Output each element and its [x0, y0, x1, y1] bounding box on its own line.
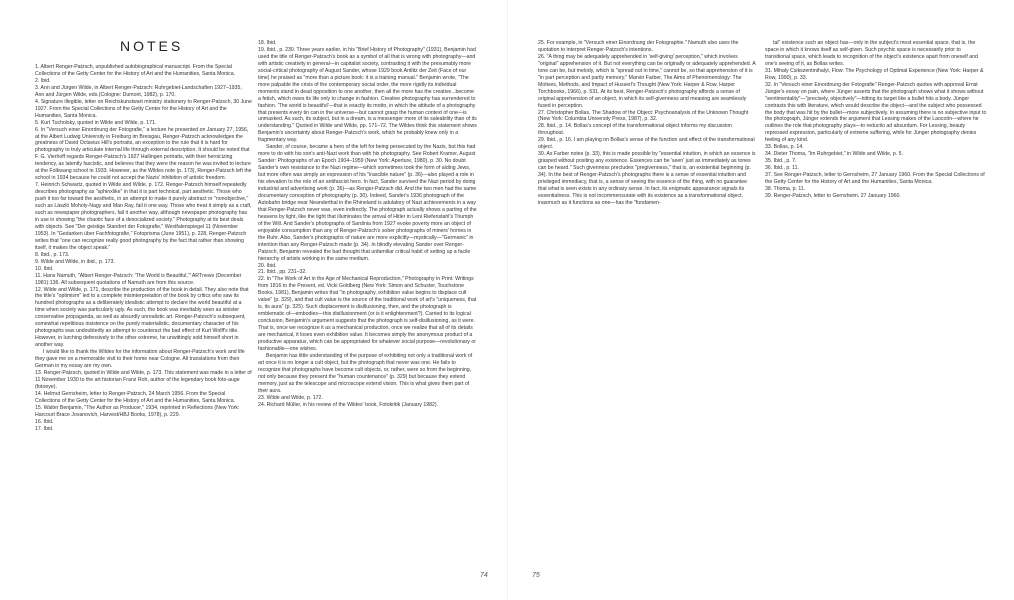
page-number-right: 75	[532, 572, 540, 579]
note-paragraph: 4. Signature illegible, letter on Reichskunstwart ministry stationery to Renger-Patzsch, 30 June 1927. From the Special Collections of the Getty Center for the History of Art and the Humanities, Santa Monica.	[35, 98, 252, 119]
note-paragraph: I would like to thank the Wildes for the information about Renger-Patzsch's work and life they gave me on a memorable visit to their home near Cologne. All translations from their German in my essay are my own.	[35, 349, 245, 369]
note-paragraph: 1. Albert Renger-Patzsch, unpublished autobiographical manuscript. From the Special Collections of the Getty Center for the History of Art and the Humanities, Santa Monica.	[35, 64, 236, 77]
note-paragraph: 30. As Farber notes (p. 33), this is made possible by "essential intuition, in which an essence is grasped without positing any existence. Essences can be 'seen' just as immediately as tones can be heard." Such givenness precludes "pregivenness," that is, an existential beginning (p. 34). In the best of Renger-Patzsch's photographs there is a sense of essential intuition and privileged immediacy, that is, a sense of seeing the essence of the thing, with no guarantee that what is seen exists in any ordinary sense. In fact, its enigmatic appearance signals its essentialness. This is not incommensurate with its existence as a transformational object, inasmuch as it functions as one—has the "fundamen-	[538, 151, 756, 206]
note-paragraph: 20. Ibid.	[258, 262, 277, 269]
note-paragraph: 26. "A thing may be adequately apprehended in 'self-giving' perception," which involves "original" apprehension of it. But not everything can be originally or adequately apprehended. A tone can be, but melody, which is "spread out in time," cannot be, so that apprehension of it is "in part perception and partly memory." Marvin Farber, The Aims of Phenomenology: The Motives, Methods, and Impact of Husserl's Thought (New York: Harper & Row, Harper Torchbooks, 1966), p. 531. At its best, Renger-Patzsch's photography affords a sense of original apprehension of an object, in which its self-givenness and meaning are seamlessly fused in perception.	[538, 53, 756, 109]
note-paragraph: 28. Ibid., p. 14. Bollas's concept of the transformational object informs my discussion throughout.	[538, 123, 732, 137]
note-paragraph: 37. See Renger-Patzsch, letter to Gernsheim, 27 January 1960. From the Special Collections of the Getty Center for the History of Art and the Humanities, Santa Monica.	[765, 172, 985, 186]
note-paragraph: tal" existence such an object has—only in the subject's most essential space, that is, the space in which it knows itself as self-given. Such psychic space is necessarily prior to transitional space, which leads to recognition of the object's existence apart from oneself and one's seeing of it, as Bollas writes.	[765, 40, 978, 67]
note-paragraph: Sander, of course, became a hero of the left for being persecuted by the Nazis, but this had more to do with his son's anti-Nazi work than with his photography. See Robert Kramer, August Sander: Photographs of an Epoch 1904–1959 (New York: Aperture, 1980), p. 30. No doubt Sander's own resistance to the Nazi regime—which sometimes took the form of aiding Jews, but more often was simply an expression of his "irascible nature" (p. 36)—also played a role in his elevation to the role of an antifascist hero. In fact, Sander survived the Nazi period by doing industrial and advertising work (p. 36)—as Renger-Patzsch did. And the two men had the same documentary conception of photography (p. 30). Indeed, Sander's 1936 photograph of the Autobahn bridge near Neanderthal in the Rhineland is adulatory of Nazi achievements in a way that Renger-Patzsch never was, even indirectly. The photograph actually shows a parting of the heavens by light, like the light that illuminates the arrival of Hitler in Leni Riefenstahl's Triumph of the Will. And Sander's photographs of Sardinia from 1927 evoke poverty more an object of enjoyable consumption than any of Renger-Patzsch's sober photographs of miners' homes in the Ruhr. Also, Sander's photographs of nature are more explicitly—mystically—"Germanic" in intention than any Renger-Patzsch made (p. 34). In blindly elevating Sander over Renger-Patzsch, Benjamin revealed the bad thought that unfamiliar critical habit of setting up a facile hierarchy of artists working in the same medium.	[258, 144, 477, 262]
note-paragraph: 19. Ibid., p. 230. Three years earlier, in his "Brief History of Photography" (1931), Benjamin had used the title of Renger-Patzsch's book as a symbol of all that is wrong with photography—and with artistic creativity in general—in capitalist society, contrasting it with the presumably more social-critical photography of August Sander, whose 1929 book Antlitz der Zeit (Face of our time) he praised as "more than a picture book: it is a training manual." Benjamin wrote, "The more palpable the crisis of the contemporary social order, the more rigidly its individual moments stand in dead opposition to one another, then all the more has the creative...become a fetish, which owes its life only to change in fashion. Creative photography has surrendered to fashion. 'The world is beautiful'—that is exactly its motto, in which the attitude of a photography that presents every tin can in the universe—but cannot grasp the human context of one—is unmasked. As such, its subject, but in a dream, is a messenger more of its saleability than of its understanding." Quoted in Wilde and Wilde, pp. 171–72. The Wildes think this statement shows Benjamin's uncertainty about Renger-Patzsch's work, which he probably knew only in a fragmentary way.	[258, 46, 477, 144]
note-paragraph: 13. Renger-Patzsch, quoted in Wilde and Wilde, p. 173. This statement was made in a letter of 11 November 1930 to the art historian Franz Roh, author of the legendary book foto-auge (fotoeye).	[35, 369, 252, 390]
note-paragraph: 6. In "Versuch einer Einordnung der Fotografie," a lecture he presented on January 27, 1956, at the Albert Ludwig University in Freiburg im Breisgau, Renger-Patzsch acknowledges the greatness of David Octavius Hill's portraits, an exception to the rule that it is hard for photography to truly articulate internal life through external description. It should be noted that F. G. Vierhoff regards Renger-Patzsch's 1927 Hallingen portraits, with their heroicizing tendency, as latently fascistic, and believes that they were the reason he was invited to lecture at the Folkwang school in 1933. However, as the Wildes note (p. 173), Renger-Patzsch left the school in 1934 because he could not accept the Nazis' inhibition of artistic freedom.	[35, 126, 252, 182]
note-paragraph: 24. Richard Müller, in his review of the Wildes' book, Fotokritik (January 1982).	[258, 401, 439, 408]
note-paragraph: 27. Christopher Bollas, The Shadow of the Object: Psychoanalysis of the Unknown Thought (New York: Columbia University Press, 1987), p. 32.	[538, 109, 749, 123]
notes-column-3	[538, 40, 756, 585]
note-paragraph: Benjamin has little understanding of the purpose of exhibiting not only a traditional work of art once it is no longer a cult object, but the photograph that never was one. He fails to recognize that photographs have become cult objects, or, rather, were so from the beginning, not only because they present the "human countenance" (p. 329) but because they extend memory, just as the telescope and microscope extend vision. This is what gives them part of their aura.	[258, 352, 473, 394]
note-paragraph: 36. Ibid., p. 11.	[765, 165, 799, 172]
note-paragraph: 2. Ibid.	[35, 77, 51, 84]
note-paragraph: 18. Ibid.	[258, 40, 277, 46]
notes-heading: NOTES	[120, 38, 184, 54]
note-paragraph: 25. For example, in "Versuch einer Einordnung der Fotographie." Namuth also uses the quotation to interpret Renger-Patzsch's intentions.	[538, 40, 739, 53]
note-paragraph: 10. Ibid.	[35, 265, 54, 272]
notes-column-2	[258, 40, 478, 585]
page-gutter	[507, 0, 508, 600]
note-paragraph: 9. Wilde and Wilde, in ibid., p. 173.	[35, 258, 115, 265]
note-paragraph: 17. Ibid.	[35, 425, 54, 432]
note-paragraph: 11. Hans Namuth, "Albert Renger-Patzsch: 'The World is Beautiful,'" ARTnews (December 1981):136. All subsequent quotations of Namuth are from this source.	[35, 272, 242, 286]
note-paragraph: 16. Ibid.	[35, 418, 54, 425]
note-paragraph: 8. Ibid., p. 173.	[35, 251, 70, 258]
note-paragraph: 23. Wilde and Wilde, p. 172.	[258, 394, 323, 401]
note-paragraph: 33. Bollas, p. 14.	[765, 144, 804, 151]
page-number-left: 74	[480, 572, 488, 579]
note-paragraph: 35. Ibid., p. 7.	[765, 158, 797, 165]
note-paragraph: 32. In "Versuch einer Einordnung der Fotografie" Renger-Patzsch quotes with approval Ernst Jünger's essay on pain, where Jünger asserts that the photograph shows what it shows without "sentimentality"—"precisely, objectively"—hitting its target like a bullet hits a body. Jünger contrasts this with literature, which would describe the object—and the subject who possessed the body that was hit by the bullet—more subjectively. In assuming there is no subjective input to the photograph, Jünger extends the argument that Lessing makes of the Laocoön—where he outlines the role that photography plays—to reductio ad absurdum. For Lessing, beauty repressed expression, particularly of extreme suffering, while for Jünger photography denies feeling of any kind.	[765, 81, 987, 144]
note-paragraph: 21. Ibid., pp. 231–32.	[258, 269, 307, 276]
notes-column-1	[35, 64, 252, 584]
note-paragraph: 39. Renger-Patzsch, letter to Gernsheim, 27 January 1960.	[765, 192, 901, 199]
note-paragraph: 14. Helmut Gernsheim, letter to Renger-Patzsch, 24 March 1956. From the Special Collections of the Getty Center for the History of Art and the Humanities, Santa Monica.	[35, 390, 236, 404]
note-paragraph: 3. Ann and Jürgen Wilde, in Albert Renger-Patzsch: Ruhrgebiet-Landschaften 1927–1935, Ann and Jürgen Wilde, eds.(Cologne: Dumont, 1982), p. 170.	[35, 84, 242, 98]
notes-column-4	[765, 40, 987, 585]
note-paragraph: 5. Kurt Tucholsky, quoted in Wilde and Wilde, p. 171.	[35, 119, 157, 126]
note-paragraph: 7. Heinrich Schwartz, quoted in Wilde and Wilde, p. 172. Renger-Patzsch himself repeatedly describes photography as "sphinxlike" in that it is part technical, part aesthetic. Those who push it too far toward the aesthetic, in an attempt to make it purely abstract or "nonobjective," such as László Moholy-Nagy and Man Ray, fail it one way. Those who treat it simply as a craft, such as newspaper photographers, fail it another way, although newspaper photography has in use in showing "the chaotic face of a desocialized society." Photography at its best deals with objects. See "Der geistige Standort der Fotografie," Westfalenspiegel 11 (November 1953). In "Gedanken über Fachfotografie," Fotoprisma (June 1951), p. 228, Renger-Patzsch writes that "one can recognize really good photography by the fact that rather than showing itself, it makes the object speak."	[35, 182, 252, 251]
note-paragraph: 15. Walter Benjamin, "The Author as Producer," 1934, reprinted in Reflections (New York: Harcourt Brace Jovanovich, Harvest/HBJ Books, 1978), p. 229.	[35, 404, 240, 418]
note-paragraph: 22. In "The Work of Art in the Age of Mechanical Reproduction," Photography in Print: Writings from 1816 to the Present, ed. Vicki Goldberg (New York: Simon and Schuster, Touchstone Books, 1981), Benjamin writes that "in photography, exhibition value begins to displace cult value" (p. 329), and that cult value is the source of the traditional work of art's "uniqueness, that is, its aura" (p. 325). Such displacement is disillusioning, then, and the photograph is emblematic of—embodies—this disillusionment (or is it enlightenment?). Carried to its logical conclusion, Benjamin's argument suggests that the photograph is self-disillusioning, as it were. That is, once we recognize it as a mechanical production, once we realize that all of its details are mechanical, it loses even exhibition value. It becomes simply the anonymous product of a productive apparatus, which can be appropriated for whatever social purpose—revolutionary or fashionable—one wishes.	[258, 276, 477, 352]
note-paragraph: 38. Thoma, p. 11.	[765, 186, 806, 193]
note-paragraph: 12. Wilde and Wilde, p. 171, describe the production of the book in detail. They also note that the title's "optimism" led to a complete misinterpretation of the book by critics who saw its hundred photographs as a deliberately idealistic attempt to declare the world beautiful at a time when society was particularly ugly. As such, the book was inevitably seen as sinister conservative propaganda, as well as absurdly unrealistic art. Renger-Patzsch's subsequent, somewhat repetitious insistence on the purely materialistic, documentary character of his photographs was undoubtedly an attempt to counteract the bad effect of Kurt Wolff's title. However, in lurching defensively to the other extreme, he unwittingly sold himself short in another way.	[35, 286, 249, 349]
note-paragraph: 31. Mihaly Csikszentmihalyi, Flow: The Psychology of Optimal Experience (New York: Harper & Row, 1990), p. 33.	[765, 67, 984, 81]
note-paragraph: 34. Dieter Thoma, "Im Ruhrgebiet," in Wilde and Wilde, p. 5.	[765, 151, 903, 158]
note-paragraph: 29. Ibid., p. 16. I am playing on Bollas's sense of the function and effect of the transformational object.	[538, 137, 755, 151]
